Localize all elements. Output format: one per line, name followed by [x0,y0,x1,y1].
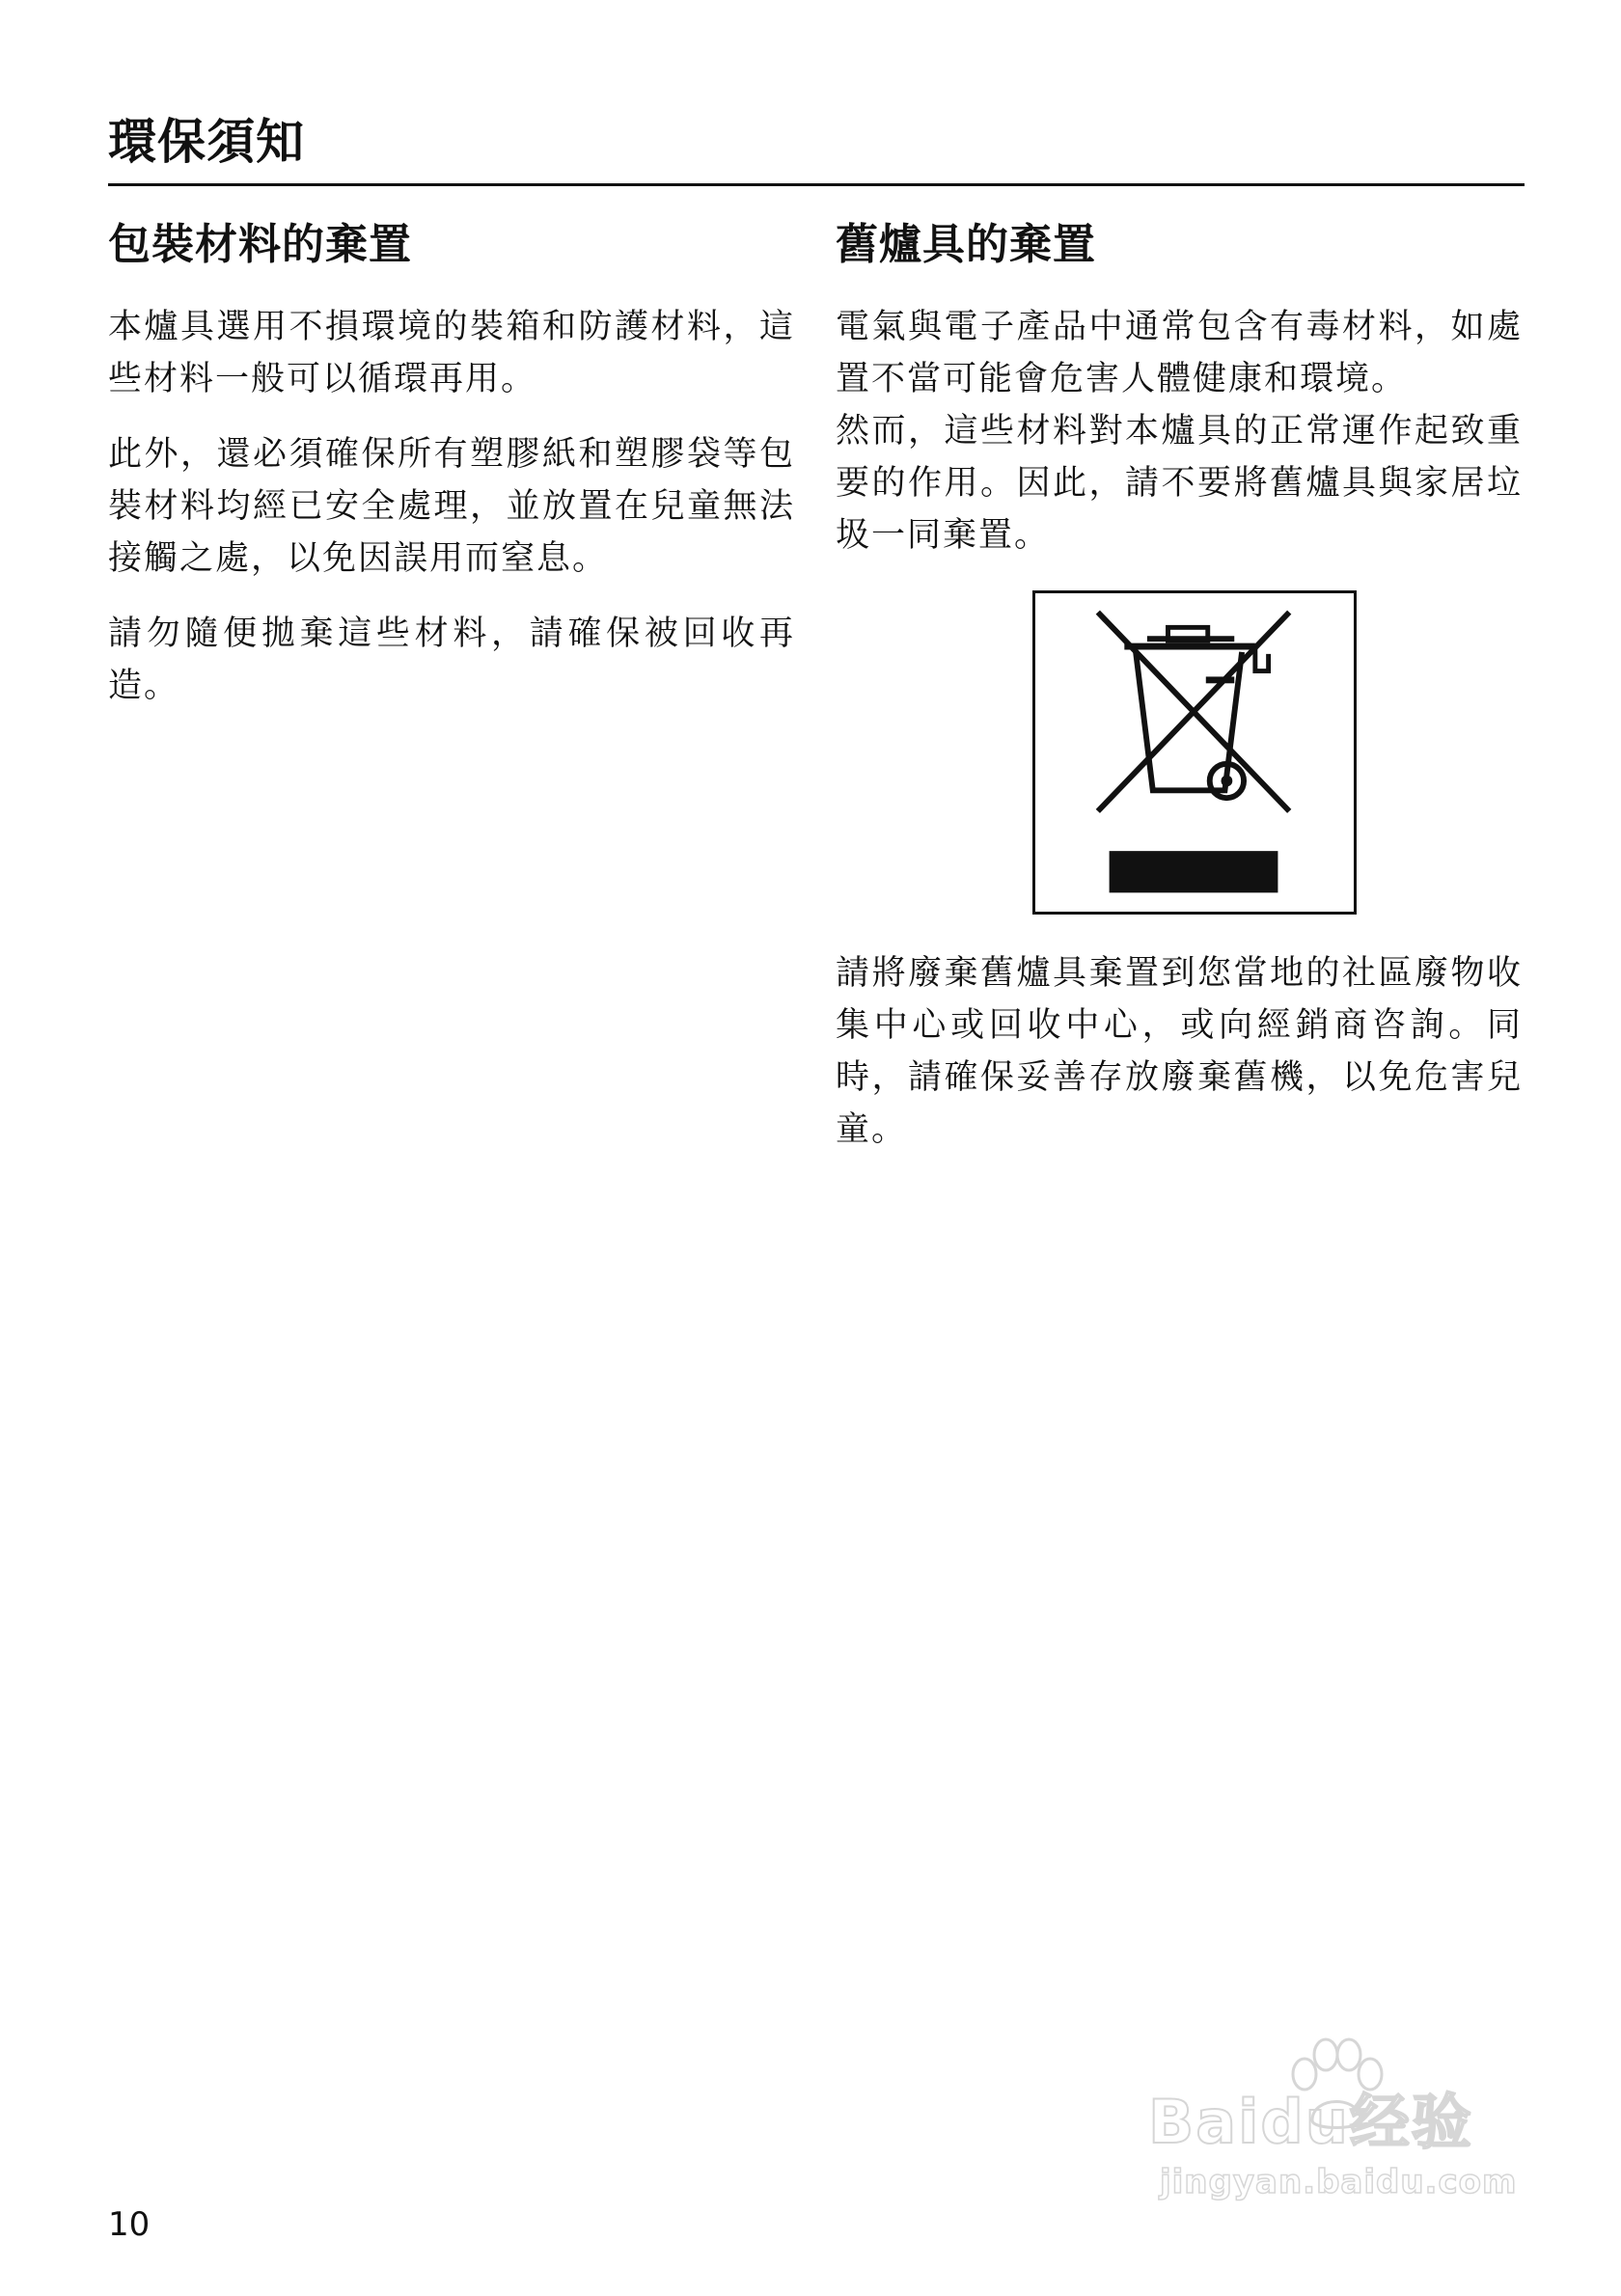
right-column [836,214,1523,1179]
packaging-paragraph-2: 此外，還必須確保所有塑膠紙和塑膠袋等包裝材料均經已安全處理，並放置在兒童無法接觸之處，以免因誤用而窒息。 [108,435,795,578]
watermark-url: jingyan.baidu.com [1160,2163,1518,2201]
left-column [108,214,795,735]
watermark-brand: Baidu经验 [1148,2087,1473,2157]
packaging-paragraph-3: 請勿隨便拋棄這些材料，請確保被回收再造。 [108,615,795,705]
old-appliance-disposal-heading: 舊爐具的棄置 [836,220,1096,269]
appliance-paragraph-3: 請將廢棄舊爐具棄置到您當地的社區廢物收集中心或回收中心，或向經銷商咨詢。同時，請確保妥善存放廢棄舊機，以免危害兒童。 [836,954,1523,1149]
packaging-paragraph-1: 本爐具選用不損環境的裝箱和防護材料，這些材料一般可以循環再用。 [108,308,795,398]
title-divider [108,183,1525,186]
baidu-watermark [1148,2036,1534,2209]
appliance-paragraph-2: 然而，這些材料對本爐具的正常運作起致重要的作用。因此，請不要將舊爐具與家居垃圾一同棄置。 [836,412,1523,555]
appliance-paragraph-1: 電氣與電子產品中通常包含有毒材料，如處置不當可能會危害人體健康和環境。 [836,308,1523,398]
page-title: 環保須知 [108,114,305,170]
page-number: 10 [108,2205,151,2244]
crossed-out-wheelie-bin-icon [1032,590,1357,915]
packaging-disposal-heading: 包裝材料的棄置 [108,220,412,269]
